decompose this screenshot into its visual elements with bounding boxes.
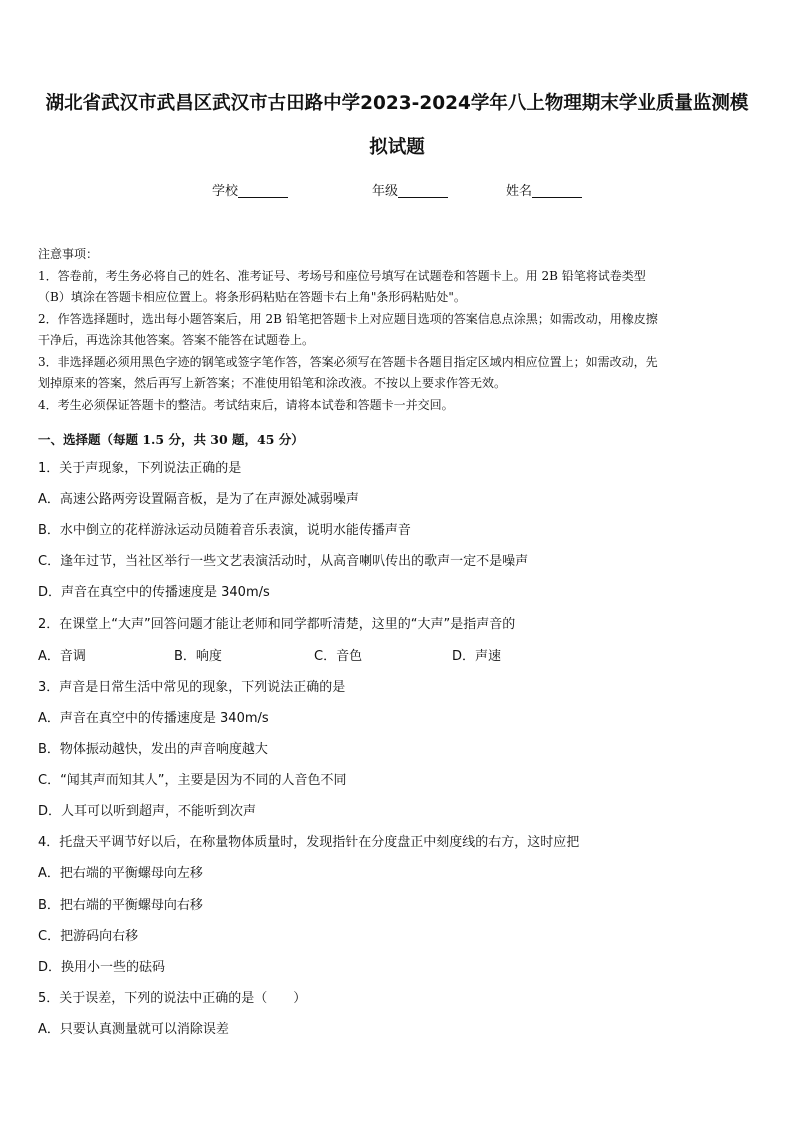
question-2-option-a: A．音调 — [38, 649, 86, 664]
notice-heading: 注意事项： — [38, 247, 99, 261]
title-line-2: 拟试题 — [369, 137, 425, 158]
question-4-option-c: C．把游码向右移 — [38, 929, 139, 944]
grade-label: 年级 — [372, 184, 399, 199]
notice-line: （B）填涂在答题卡相应位置上。将条形码粘贴在答题卡右上角"条形码粘贴处"。 — [38, 290, 466, 304]
title-line-1: 湖北省武汉市武昌区武汉市古田路中学2023-2024学年八上物理期末学业质量监测模 — [45, 93, 749, 114]
notice-line: 4．考生必须保证答题卡的整洁。考试结束后，请将本试卷和答题卡一并交回。 — [38, 397, 454, 412]
question-2-stem: 2．在课堂上“大声”回答问题才能让老师和同学都听清楚，这里的“大声”是指声音的 — [38, 617, 516, 632]
question-5-option-a: A．只要认真测量就可以消除误差 — [38, 1022, 229, 1037]
question-3-option-d: D．人耳可以听到超声，不能听到次声 — [38, 804, 257, 819]
notice-line: 1．答卷前，考生务必将自己的姓名、准考证号、考场号和座位号填写在试题卷和答题卡上。用 2B 铅笔将试卷类型 — [38, 268, 646, 283]
question-2-option-c: C．音色 — [314, 649, 363, 664]
grade-field — [372, 180, 448, 199]
section-heading: 一、选择题（每题 1.5 分，共 30 题，45 分） — [38, 432, 304, 447]
question-4-option-b: B．把右端的平衡螺母向右移 — [38, 898, 203, 913]
question-5-stem: 5．关于误差，下列的说法中正确的是（ ） — [38, 991, 307, 1006]
school-label: 学校 — [212, 184, 239, 199]
name-label: 姓名 — [506, 184, 533, 199]
question-4-option-d: D．换用小一些的砝码 — [38, 960, 166, 975]
question-4-option-a: A．把右端的平衡螺母向左移 — [38, 866, 203, 881]
exam-title — [30, 82, 764, 170]
name-field — [506, 180, 582, 199]
notice-line: 3．非选择题必须用黑色字迹的钢笔或签字笔作答，答案必须写在答题卡各题目指定区域内相应位置上；如需改动，先 — [38, 354, 658, 369]
name-blank — [532, 183, 582, 198]
question-1-option-a: A．高速公路两旁设置隔音板，是为了在声源处减弱噪声 — [38, 492, 359, 507]
question-1-option-b: B．水中倒立的花样游泳运动员随着音乐表演，说明水能传播声音 — [38, 523, 411, 538]
question-1-stem: 1．关于声现象，下列说法正确的是 — [38, 461, 242, 476]
question-4-stem: 4．托盘天平调节好以后，在称量物体质量时，发现指针在分度盘正中刻度线的右方，这时应把 — [38, 835, 580, 850]
notice-line: 2．作答选择题时，选出每小题答案后，用 2B 铅笔把答题卡上对应题目选项的答案信息点涂黑；如需改动，用橡皮擦 — [38, 311, 658, 326]
question-3-stem: 3．声音是日常生活中常见的现象，下列说法正确的是 — [38, 680, 346, 695]
question-3-option-b: B．物体振动越快，发出的声音响度越大 — [38, 742, 268, 757]
question-2-option-b: B．响度 — [174, 649, 222, 664]
question-3-option-c: C．“闻其声而知其人”，主要是因为不同的人音色不同 — [38, 773, 347, 788]
notice-line: 划掉原来的答案，然后再写上新答案；不准使用铅笔和涂改液。不按以上要求作答无效。 — [38, 376, 507, 390]
question-2-option-d: D．声速 — [452, 649, 502, 664]
school-field — [212, 180, 288, 199]
notice-block — [38, 244, 760, 416]
notice-line: 干净后，再选涂其他答案。答案不能答在试题卷上。 — [38, 333, 315, 347]
question-3-option-a: A．声音在真空中的传播速度是 340m/s — [38, 711, 269, 726]
grade-blank — [398, 183, 448, 198]
question-1-option-c: C．逢年过节，当社区举行一些文艺表演活动时，从高音喇叭传出的歌声一定不是噪声 — [38, 554, 529, 569]
question-1-option-d: D．声音在真空中的传播速度是 340m/s — [38, 585, 270, 600]
school-blank — [238, 183, 288, 198]
